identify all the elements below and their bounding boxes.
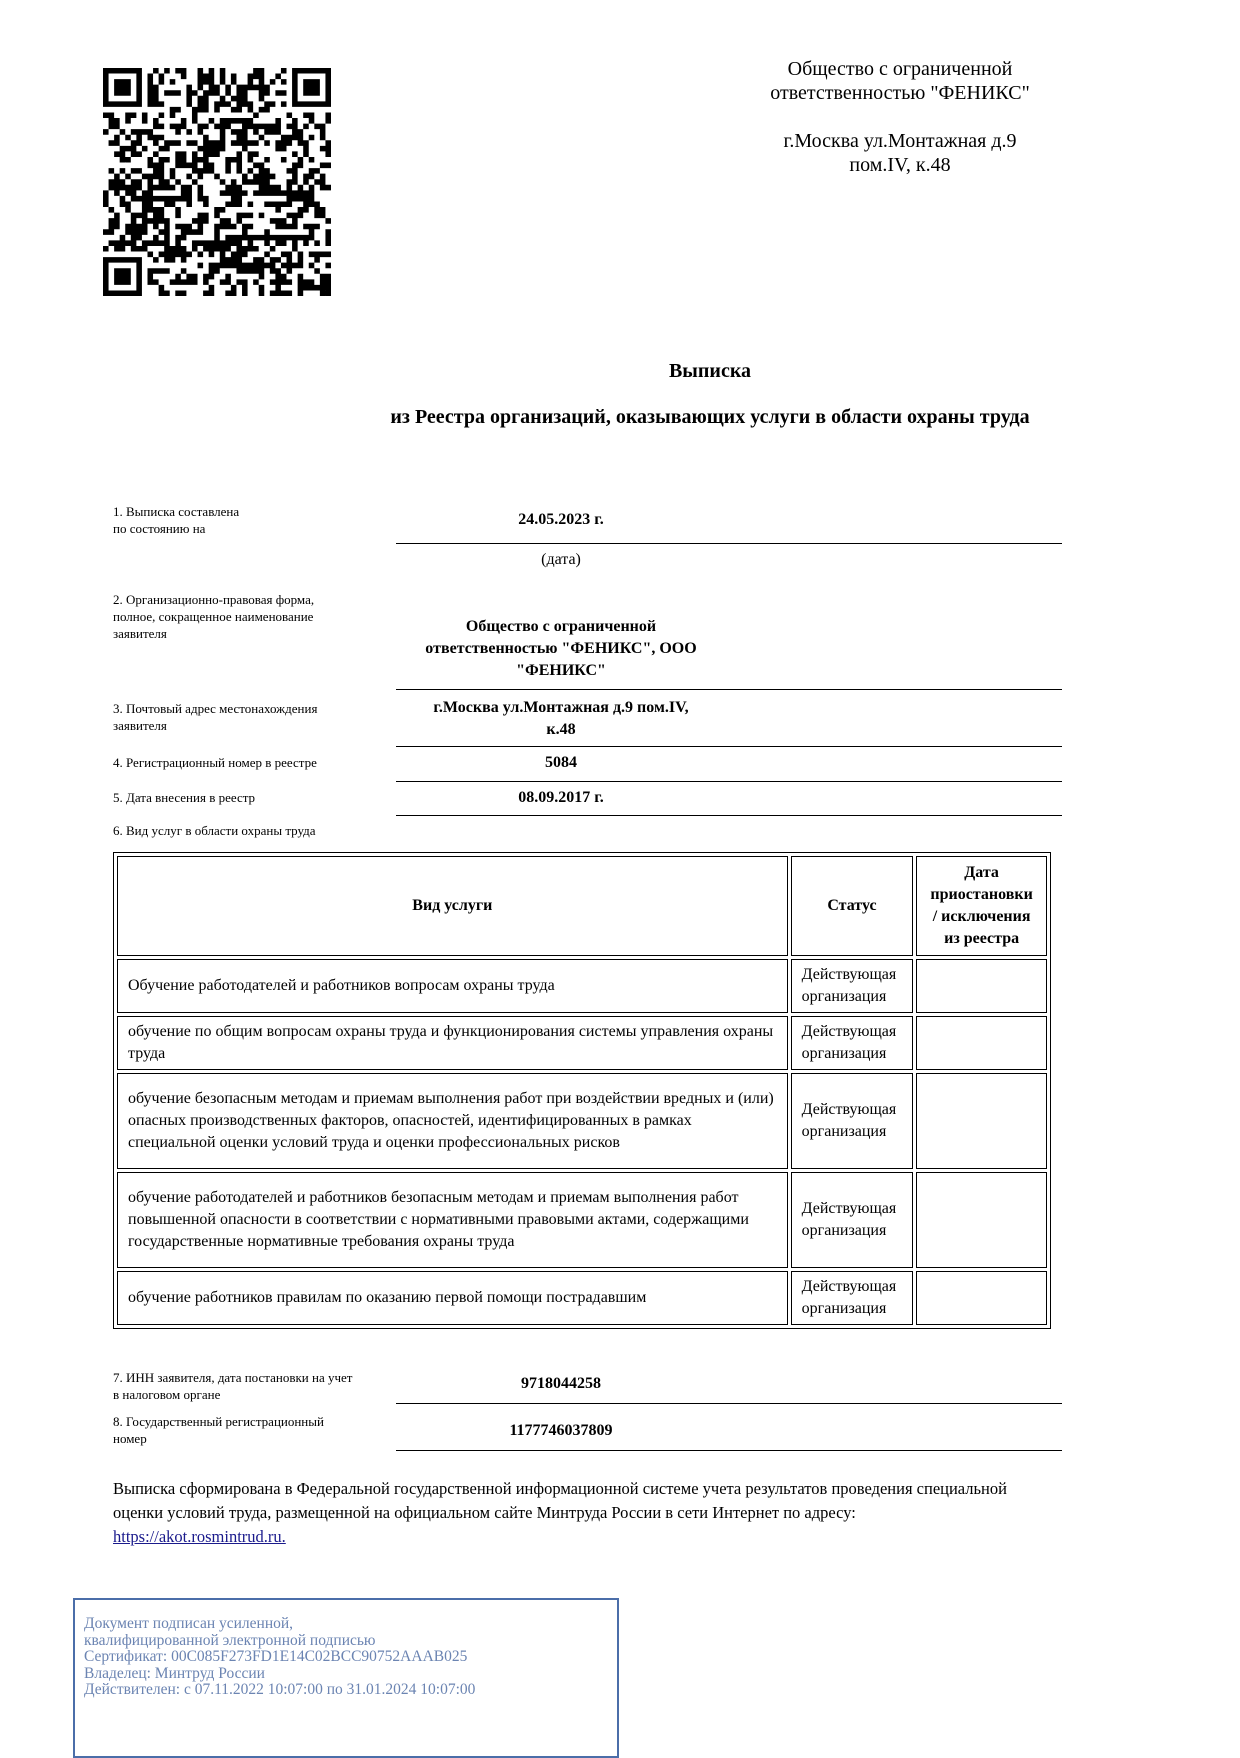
stamp-validity: Действителен: с 07.11.2022 10:07:00 по 31.01.2024 10:07:00 [84, 1681, 476, 1698]
stamp-certificate: Сертификат: 00C085F273FD1E14C02BCC90752AAAB025 [84, 1648, 468, 1665]
column-header-service: Вид услуги [117, 856, 788, 956]
column-header-status: Статус [791, 856, 914, 956]
date-cell [916, 1271, 1047, 1325]
services-table [113, 852, 1051, 1329]
field-3-rule [396, 746, 1062, 747]
field-1-label: 1. Выписка составлена по состоянию на [113, 504, 240, 536]
table-header-row [117, 856, 1047, 956]
column-header-date: Дата приостановки / исключения из реестра [916, 856, 1047, 956]
field-7-rule [396, 1403, 1062, 1404]
field-2-rule [396, 689, 1062, 690]
registry-link[interactable]: https://akot.rosmintrud.ru. [113, 1527, 286, 1546]
field-3-value: г.Москва ул.Монтажная д.9 пом.IV, к.48 [433, 699, 689, 738]
status-cell: Действующая организация [791, 1073, 914, 1169]
field-5-value: 08.09.2017 г. [518, 789, 604, 806]
qr-modules [103, 68, 331, 296]
field-8-rule [396, 1450, 1062, 1451]
stamp-line-2: квалифицированной электронной подписью [84, 1631, 376, 1649]
table-row [117, 1172, 1047, 1268]
org-name-line1: Общество с ограниченной [787, 58, 1013, 80]
field-3-label: 3. Почтовый адрес местонахождения заявителя [113, 701, 318, 733]
field-5-label: 5. Дата внесения в реестр [113, 790, 256, 805]
field-4-value: 5084 [545, 754, 577, 771]
field-1-value: 24.05.2023 г. [518, 511, 604, 528]
service-cell: обучение по общим вопросам охраны труда и функционирования системы управления охраны труда [117, 1016, 788, 1070]
status-cell: Действующая организация [791, 959, 914, 1013]
document-title: Выписка [668, 360, 752, 382]
signature-stamp [73, 1598, 619, 1758]
service-cell: обучение безопасным методам и приемам выполнения работ при воздействии вредных и (или) опасных производственных факторов, опасностей, идентифицированных в рамках специальной оценки условий труда и оценки профессиональных рисков [117, 1073, 788, 1169]
field-7-label: 7. ИНН заявителя, дата постановки на учет в налоговом органе [113, 1370, 353, 1402]
field-2-label: 2. Организационно-правовая форма, полное, сокращенное наименование заявителя [113, 592, 315, 641]
document-subtitle: из Реестра организаций, оказывающих услуги в области охраны труда [390, 406, 1030, 428]
footer-text: Выписка сформирована в Федеральной государственной информационной системе учета результатов проведения специальной оценки условий труда, размещенной на официальном сайте Минтруда России в сети Интернет по адресу: [113, 1479, 1007, 1522]
field-5-rule [396, 815, 1062, 816]
status-cell: Действующая организация [791, 1172, 914, 1268]
field-2-value: Общество с ограниченной ответственностью "ФЕНИКС", ООО "ФЕНИКС" [425, 618, 697, 679]
qr-code [103, 68, 331, 296]
field-4-rule [396, 781, 1062, 782]
field-8-label: 8. Государственный регистрационный номер [113, 1414, 324, 1446]
date-cell [916, 1016, 1047, 1070]
org-name-line2: ответственностью "ФЕНИКС" [770, 82, 1030, 104]
date-cell [916, 1073, 1047, 1169]
field-8-value: 1177746037809 [509, 1422, 613, 1439]
stamp-line-1: Документ подписан усиленной, [84, 1615, 294, 1632]
status-cell: Действующая организация [791, 1271, 914, 1325]
table-row [117, 1271, 1047, 1325]
service-cell: обучение работодателей и работников безопасным методам и приемам выполнения работ повышенной опасности в соответствии с нормативными правовыми актами, содержащими государственные нормативные требования охраны труда [117, 1172, 788, 1268]
table-row [117, 1016, 1047, 1070]
org-address-line2: пом.IV, к.48 [849, 154, 951, 176]
table-row [117, 959, 1047, 1013]
field-7-value: 9718044258 [521, 1375, 601, 1392]
org-header [740, 57, 1060, 177]
service-cell: Обучение работодателей и работников вопросам охраны труда [117, 959, 788, 1013]
field-6-label: 6. Вид услуг в области охраны труда [113, 823, 316, 838]
field-1-caption: (дата) [541, 551, 581, 568]
table-row [117, 1073, 1047, 1169]
status-cell: Действующая организация [791, 1016, 914, 1070]
org-address-line1: г.Москва ул.Монтажная д.9 [783, 130, 1017, 152]
date-cell [916, 959, 1047, 1013]
service-cell: обучение работников правилам по оказанию первой помощи пострадавшим [117, 1271, 788, 1325]
field-4-label: 4. Регистрационный номер в реестре [113, 755, 317, 770]
date-cell [916, 1172, 1047, 1268]
footer-note [113, 1477, 1043, 1549]
stamp-owner: Владелец: Минтруд России [84, 1664, 265, 1682]
field-1-rule [396, 543, 1062, 544]
